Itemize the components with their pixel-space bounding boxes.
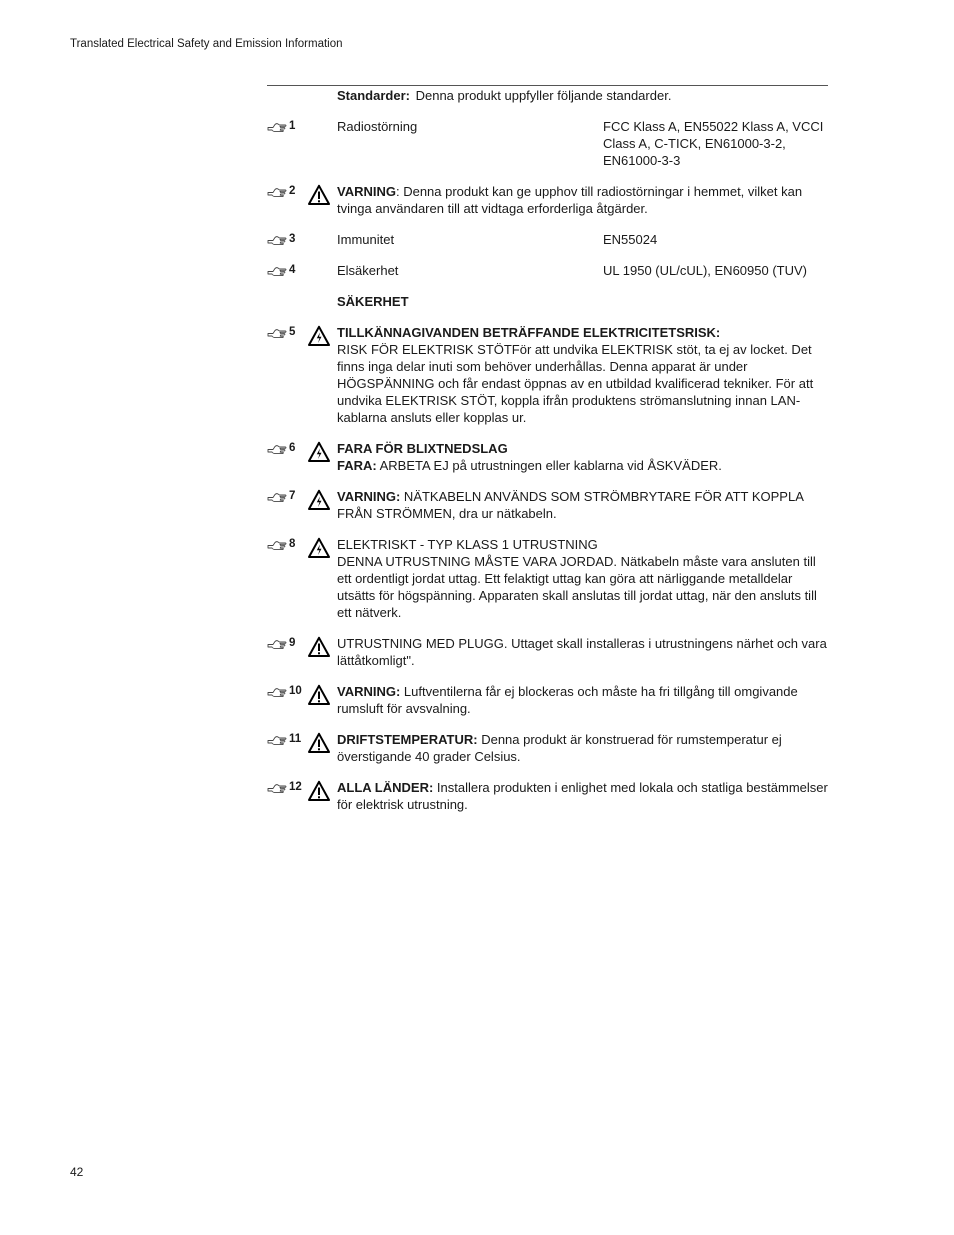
ref-number: 10 xyxy=(289,685,302,697)
warning-icon xyxy=(308,636,330,658)
entry-text: NÄTKABELN ANVÄNDS SOM STRÖMBRYTARE FÖR ATT KOPPLA FRÅN STRÖMMEN, dra ur nätkabeln. xyxy=(337,489,804,521)
ref-marker xyxy=(267,119,309,136)
ref-number: 2 xyxy=(289,185,296,197)
ref-marker xyxy=(267,489,309,506)
entry-text: DENNA UTRUSTNING MÅSTE VARA JORDAD. Nätkabeln måste vara ansluten till ett ordentligt jordat uttag. Ett felaktigt uttag kan göra att närliggande metalldelar utsätts för högspänning. Apparaten skall anslutas till jordat uttag, när den ansluts till ett nätverk. xyxy=(337,554,817,620)
section-safety xyxy=(267,293,828,310)
entry-bold: FARA: xyxy=(337,458,377,473)
pointing-hand-icon xyxy=(267,537,287,551)
entry-value: EN55024 xyxy=(603,232,658,247)
entry-title: FARA FÖR BLIXTNEDSLAG xyxy=(337,441,508,456)
entry-11 xyxy=(267,731,828,765)
pointing-hand-icon xyxy=(267,184,287,198)
ref-number: 5 xyxy=(289,326,296,338)
entry-6 xyxy=(267,440,828,474)
entry-title: TILLKÄNNAGIVANDEN BETRÄFFANDE ELEKTRICITETSRISK: xyxy=(337,325,721,340)
header-rule xyxy=(267,85,828,86)
entry-bold: ALLA LÄNDER: xyxy=(337,780,434,795)
entries-list xyxy=(267,118,828,827)
pointing-hand-icon xyxy=(267,263,287,277)
entry-bold: VARNING: xyxy=(337,684,401,699)
entry-bold: VARNING xyxy=(337,184,396,199)
entry-2 xyxy=(267,183,828,217)
ref-number: 3 xyxy=(289,233,296,245)
pointing-hand-icon xyxy=(267,441,287,455)
ref-number: 11 xyxy=(289,733,302,745)
warning-icon xyxy=(308,684,330,706)
ref-number: 8 xyxy=(289,538,296,550)
entry-text: Installera produkten i enlighet med lokala och statliga bestämmelser för elektrisk utrustning. xyxy=(337,780,828,812)
ref-number: 1 xyxy=(289,120,296,132)
entry-10 xyxy=(267,683,828,717)
warning-icon xyxy=(308,780,330,802)
entry-bold: DRIFTSTEMPERATUR: xyxy=(337,732,478,747)
entry-label: Elsäkerhet xyxy=(337,263,399,278)
ref-marker xyxy=(267,325,309,342)
entry-text: Denna produkt är konstruerad för rumstemperatur ej överstigande 40 grader Celsius. xyxy=(337,732,782,764)
ref-marker xyxy=(267,441,309,458)
warning-icon xyxy=(308,184,330,206)
ref-marker xyxy=(267,232,309,249)
ref-marker xyxy=(267,636,309,653)
electric-shock-warning-icon xyxy=(308,537,330,559)
pointing-hand-icon xyxy=(267,636,287,650)
entry-4 xyxy=(267,262,828,279)
entry-text: Luftventilerna får ej blockeras och måste ha fri tillgång till omgivande rumsluft för avsvalning. xyxy=(337,684,798,716)
entry-8 xyxy=(267,536,828,621)
pointing-hand-icon xyxy=(267,232,287,246)
ref-number: 7 xyxy=(289,490,296,502)
entry-1 xyxy=(267,118,828,169)
page-number: 42 xyxy=(70,1165,84,1179)
ref-marker xyxy=(267,684,309,701)
ref-marker xyxy=(267,732,309,749)
pointing-hand-icon xyxy=(267,489,287,503)
electric-shock-warning-icon xyxy=(308,441,330,463)
entry-bold: VARNING: xyxy=(337,489,401,504)
running-header: Translated Electrical Safety and Emission Information xyxy=(70,38,343,50)
pointing-hand-icon xyxy=(267,732,287,746)
entry-9 xyxy=(267,635,828,669)
ref-number: 9 xyxy=(289,637,296,649)
entry-text: : Denna produkt kan ge upphov till radiostörningar i hemmet, vilket kan tvinga användaren till att vidtaga erforderliga åtgärder. xyxy=(337,184,803,216)
standards-text: Denna produkt uppfyller följande standarder. xyxy=(415,88,672,103)
ref-number: 12 xyxy=(289,781,302,793)
warning-icon xyxy=(308,732,330,754)
entry-5 xyxy=(267,324,828,426)
pointing-hand-icon xyxy=(267,780,287,794)
electric-shock-warning-icon xyxy=(308,489,330,511)
pointing-hand-icon xyxy=(267,119,287,133)
entry-text: ARBETA EJ på utrustningen eller kablarna vid ÅSKVÄDER. xyxy=(376,458,722,473)
electric-shock-warning-icon xyxy=(308,325,330,347)
pointing-hand-icon xyxy=(267,684,287,698)
ref-number: 6 xyxy=(289,442,296,454)
entry-text: RISK FÖR ELEKTRISK STÖTFör att undvika ELEKTRISK stöt, ta ej av locket. Det finns inga delar inuti som behöver underhållas. Denna apparat är under HÖGSPÄNNING och får endast öppnas av en utbildad kvalificerad tekniker. För att undvika ELEKTRISK STÖT, koppla ifrån produktens strömanslutning innan LAN-kablarna ansluts eller kopplas ur. xyxy=(337,342,814,425)
ref-marker xyxy=(267,263,309,280)
entry-value: UL 1950 (UL/cUL), EN60950 (TUV) xyxy=(603,263,807,278)
entry-3 xyxy=(267,231,828,248)
ref-marker xyxy=(267,780,309,797)
entry-text: UTRUSTNING MED PLUGG. Uttaget skall installeras i utrustningens närhet och vara lättåtkomligt". xyxy=(337,636,827,668)
entry-title: ELEKTRISKT - TYP KLASS 1 UTRUSTNING xyxy=(337,537,598,552)
standards-intro xyxy=(337,87,671,104)
standards-label: Standarder: xyxy=(337,88,410,103)
pointing-hand-icon xyxy=(267,325,287,339)
section-heading: SÄKERHET xyxy=(337,294,409,309)
entry-value: FCC Klass A, EN55022 Klass A, VCCI Class A, C-TICK, EN61000-3-2, EN61000-3-3 xyxy=(603,119,824,168)
ref-marker xyxy=(267,537,309,554)
ref-marker xyxy=(267,184,309,201)
entry-label: Radiostörning xyxy=(337,119,418,134)
entry-label: Immunitet xyxy=(337,232,395,247)
ref-number: 4 xyxy=(289,264,296,276)
entry-7 xyxy=(267,488,828,522)
entry-12 xyxy=(267,779,828,813)
